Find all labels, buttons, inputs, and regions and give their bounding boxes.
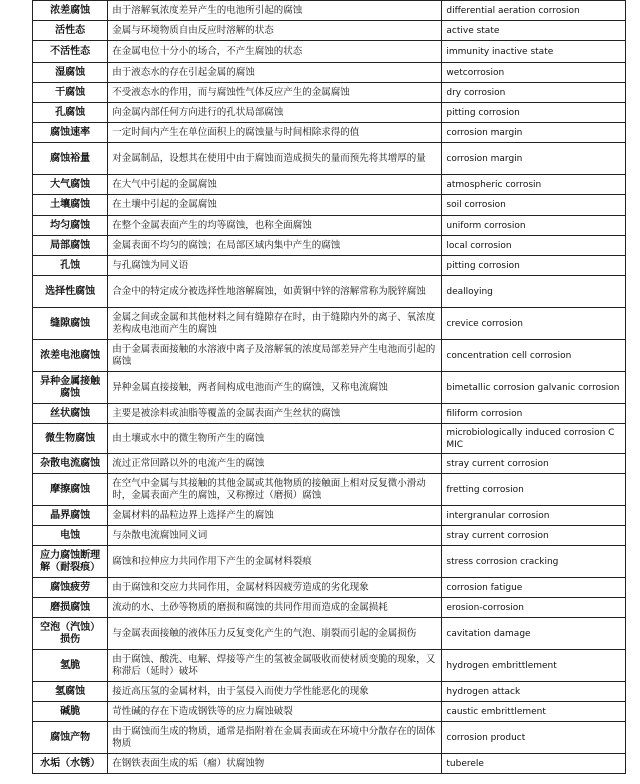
term-cell: 土壤腐蚀 — [33, 195, 108, 216]
definition-cell: 流过正常回路以外的电流产生的腐蚀 — [108, 454, 442, 474]
definition-cell: 在大气中引起的金属腐蚀 — [108, 175, 442, 195]
term-cell: 不活性态 — [33, 41, 108, 63]
english-term-cell: corrosion margin — [442, 123, 626, 143]
definition-cell: 与杂散电流腐蚀同义词 — [108, 526, 442, 546]
english-term-cell: dealloying — [442, 276, 626, 308]
english-term-cell: atmospheric corrosin — [442, 175, 626, 195]
term-cell: 丝状腐蚀 — [33, 404, 108, 424]
english-term-cell: erosion-corrosion — [442, 598, 626, 618]
definition-cell: 流动的水、土砂等物质的磨损和腐蚀的共同作用而造成的金属损耗 — [108, 598, 442, 618]
definition-cell: 对金属制品，设想其在使用中由于腐蚀而造成损失的量而预先将其增厚的量 — [108, 143, 442, 175]
definition-cell: 苛性碱的存在下造成钢铁等的应力腐蚀破裂 — [108, 702, 442, 722]
table-row — [33, 578, 626, 598]
term-cell: 孔蚀 — [33, 256, 108, 276]
definition-cell: 异种金属直接接触，两者间构成电池而产生的腐蚀，又称电流腐蚀 — [108, 372, 442, 404]
table-row — [33, 308, 626, 340]
definition-cell: 由于溶解氧浓度差异产生的电池所引起的腐蚀 — [108, 1, 442, 21]
definition-cell: 由于液态水的存在引起金属的腐蚀 — [108, 63, 442, 83]
english-term-cell: dry corrosion — [442, 83, 626, 103]
table-row — [33, 175, 626, 195]
term-cell: 腐蚀裕量 — [33, 143, 108, 175]
table-row — [33, 236, 626, 256]
english-term-cell: hydrogen embrittlement — [442, 650, 626, 682]
definition-cell: 在空气中金属与其接触的其他金属或其他物质的接触面上相对反复微小滑动时，金属表面产生的腐蚀，又称擦过（磨损）腐蚀 — [108, 474, 442, 506]
term-cell: 活性态 — [33, 21, 108, 41]
term-cell: 大气腐蚀 — [33, 175, 108, 195]
table-row — [33, 83, 626, 103]
table-row — [33, 754, 626, 774]
table-row — [33, 195, 626, 216]
english-term-cell: active state — [442, 21, 626, 41]
term-cell: 杂散电流腐蚀 — [33, 454, 108, 474]
table-body — [33, 1, 626, 774]
term-cell: 选择性腐蚀 — [33, 276, 108, 308]
table-row — [33, 21, 626, 41]
table-row — [33, 682, 626, 702]
table-row — [33, 41, 626, 63]
definition-cell: 与孔腐蚀为同义语 — [108, 256, 442, 276]
english-term-cell: hydrogen attack — [442, 682, 626, 702]
table-row — [33, 506, 626, 526]
english-term-cell: wetcorrosion — [442, 63, 626, 83]
table-row — [33, 63, 626, 83]
table-row — [33, 546, 626, 578]
english-term-cell: corrosion margin — [442, 143, 626, 175]
definition-cell: 由土壤或水中的微生物所产生的腐蚀 — [108, 424, 442, 454]
term-cell: 缝隙腐蚀 — [33, 308, 108, 340]
term-cell: 电蚀 — [33, 526, 108, 546]
english-term-cell: stray current corrosion — [442, 454, 626, 474]
english-term-cell: pitting corrosion — [442, 103, 626, 123]
table-row — [33, 123, 626, 143]
definition-cell: 金属之间或金属和其他材料之间有缝隙存在时，由于缝隙内外的离子、氧浓度差构成电池而产生的腐蚀 — [108, 308, 442, 340]
english-term-cell: concentration cell corrosion — [442, 340, 626, 372]
definition-cell: 合金中的特定成分被选择性地溶解腐蚀，如黄铜中锌的溶解常称为脱锌腐蚀 — [108, 276, 442, 308]
term-cell: 摩擦腐蚀 — [33, 474, 108, 506]
term-cell: 湿腐蚀 — [33, 63, 108, 83]
table-row — [33, 474, 626, 506]
english-term-cell: pitting corrosion — [442, 256, 626, 276]
term-cell: 碱脆 — [33, 702, 108, 722]
english-term-cell: intergranular corrosion — [442, 506, 626, 526]
table-row — [33, 1, 626, 21]
definition-cell: 与金属表面接触的液体压力反复变化产生的气泡、崩裂而引起的金属损伤 — [108, 618, 442, 650]
term-cell: 浓差电池腐蚀 — [33, 340, 108, 372]
english-term-cell: fretting corrosion — [442, 474, 626, 506]
term-cell: 氢脆 — [33, 650, 108, 682]
english-term-cell: local corrosion — [442, 236, 626, 256]
term-cell: 空泡（汽蚀）损伤 — [33, 618, 108, 650]
term-cell: 晶界腐蚀 — [33, 506, 108, 526]
term-cell: 氢腐蚀 — [33, 682, 108, 702]
term-cell: 局部腐蚀 — [33, 236, 108, 256]
table-row — [33, 454, 626, 474]
table-row — [33, 650, 626, 682]
term-cell: 异种金属接触腐蚀 — [33, 372, 108, 404]
term-cell: 腐蚀产物 — [33, 722, 108, 754]
term-cell: 浓差腐蚀 — [33, 1, 108, 21]
definition-cell: 在整个金属表面产生的均等腐蚀，也称全面腐蚀 — [108, 216, 442, 236]
english-term-cell: tuberele — [442, 754, 626, 774]
english-term-cell: stress corrosion cracking — [442, 546, 626, 578]
definition-cell: 向金属内部任何方向进行的孔状局部腐蚀 — [108, 103, 442, 123]
term-cell: 干腐蚀 — [33, 83, 108, 103]
corrosion-terms-table — [32, 0, 626, 774]
english-term-cell: immunity inactive state — [442, 41, 626, 63]
definition-cell: 由于腐蚀、酸洗、电解、焊接等产生的氢被金属吸收而使材质变脆的现象，又称滞后（延时）破坏 — [108, 650, 442, 682]
english-term-cell: bimetallic corrosion galvanic corrosion — [442, 372, 626, 404]
definition-cell: 由于金属表面接触的水溶液中离子及溶解氧的浓度局部差异产生电池而引起的腐蚀 — [108, 340, 442, 372]
english-term-cell: uniform corrosion — [442, 216, 626, 236]
table-row — [33, 598, 626, 618]
table-row — [33, 404, 626, 424]
english-term-cell: corrosion fatigue — [442, 578, 626, 598]
term-cell: 应力腐蚀断理解（耐裂痕） — [33, 546, 108, 578]
term-cell: 腐蚀速率 — [33, 123, 108, 143]
table-row — [33, 424, 626, 454]
english-term-cell: soil corrosion — [442, 195, 626, 216]
term-cell: 腐蚀疲劳 — [33, 578, 108, 598]
table-row — [33, 256, 626, 276]
term-cell: 微生物腐蚀 — [33, 424, 108, 454]
table-row — [33, 216, 626, 236]
english-term-cell: differential aeration corrosion — [442, 1, 626, 21]
table-row — [33, 143, 626, 175]
definition-cell: 在金属电位十分小的场合，不产生腐蚀的状态 — [108, 41, 442, 63]
english-term-cell: filiform corrosion — [442, 404, 626, 424]
definition-cell: 金属材料的晶粒边界上选择产生的腐蚀 — [108, 506, 442, 526]
term-cell: 磨损腐蚀 — [33, 598, 108, 618]
table-row — [33, 722, 626, 754]
term-cell: 均匀腐蚀 — [33, 216, 108, 236]
table-row — [33, 526, 626, 546]
definition-cell: 金属与环境物质自由反应时溶解的状态 — [108, 21, 442, 41]
definition-cell: 由于腐蚀而生成的物质，通常是指附着在金属表面或在环境中分散存在的固体物质 — [108, 722, 442, 754]
definition-cell: 不受液态水的作用，而与腐蚀性气体反应产生的金属腐蚀 — [108, 83, 442, 103]
english-term-cell: caustic embrittlement — [442, 702, 626, 722]
table-row — [33, 372, 626, 404]
definition-cell: 腐蚀和拉伸应力共同作用下产生的金属材料裂痕 — [108, 546, 442, 578]
english-term-cell: stray current corrosion — [442, 526, 626, 546]
english-term-cell: crevice corrosion — [442, 308, 626, 340]
definition-cell: 由于腐蚀和交应力共同作用，金属材料因疲劳造成的劣化现象 — [108, 578, 442, 598]
term-cell: 孔腐蚀 — [33, 103, 108, 123]
english-term-cell: microbiologically induced corrosion CMIC — [442, 424, 626, 454]
term-cell: 水垢（水锈） — [33, 754, 108, 774]
english-term-cell: cavitation damage — [442, 618, 626, 650]
table-row — [33, 702, 626, 722]
definition-cell: 在钢铁表面生成的垢（瘤）状腐蚀物 — [108, 754, 442, 774]
table-row — [33, 618, 626, 650]
definition-cell: 在土壤中引起的金属腐蚀 — [108, 195, 442, 216]
table-row — [33, 103, 626, 123]
table-row — [33, 276, 626, 308]
definition-cell: 金属表面不均匀的腐蚀；在局部区域内集中产生的腐蚀 — [108, 236, 442, 256]
english-term-cell: corrosion product — [442, 722, 626, 754]
definition-cell: 一定时间内产生在单位面积上的腐蚀量与时间相除求得的值 — [108, 123, 442, 143]
table-row — [33, 340, 626, 372]
definition-cell: 主要是被涂料或油脂等覆盖的金属表面产生丝状的腐蚀 — [108, 404, 442, 424]
definition-cell: 接近高压氢的金属材料，由于氢侵入而使力学性能恶化的现象 — [108, 682, 442, 702]
